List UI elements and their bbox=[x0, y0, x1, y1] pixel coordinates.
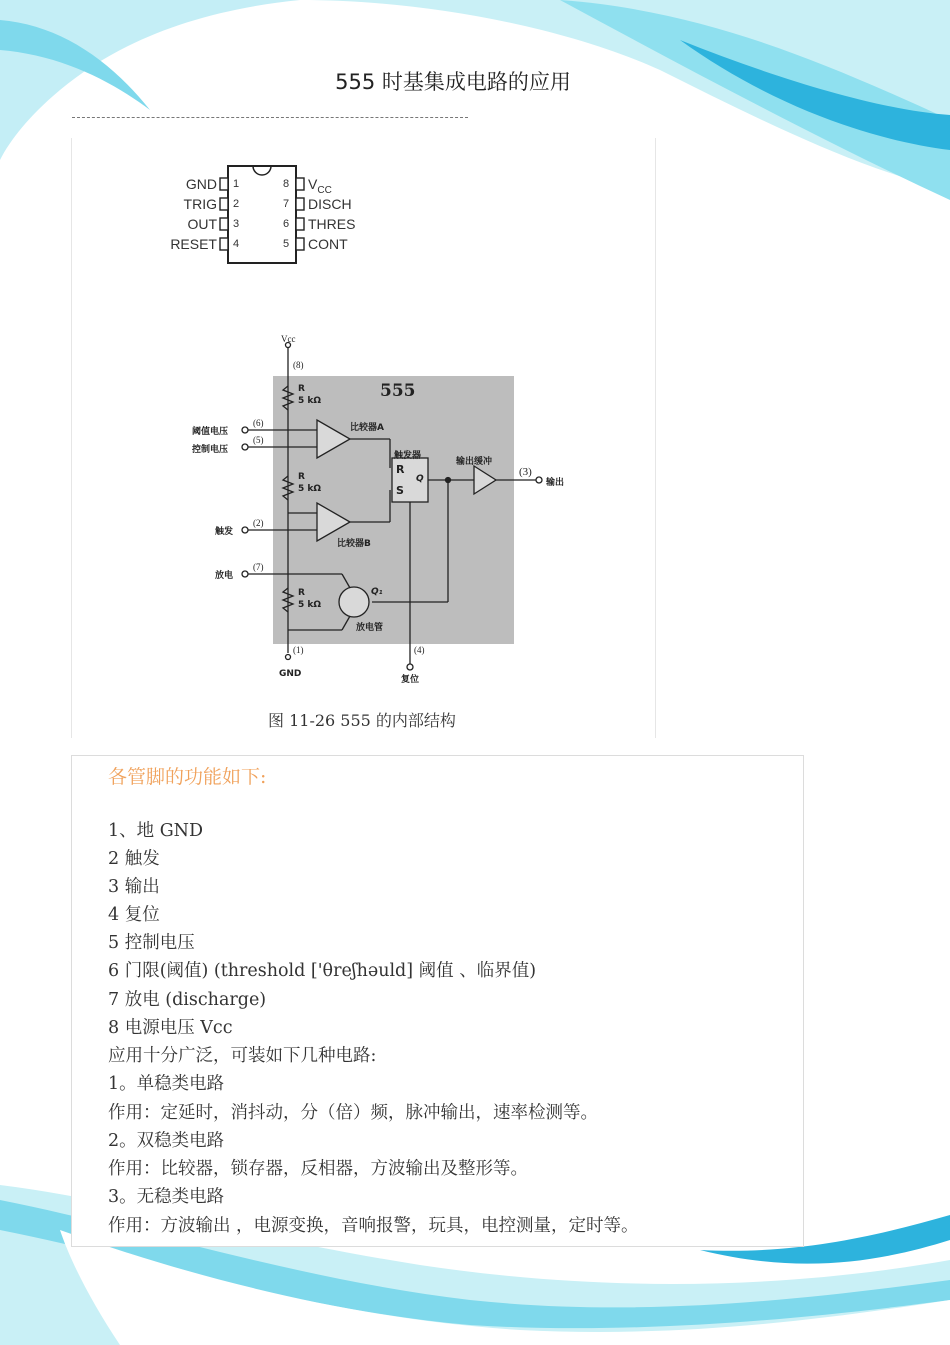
pin7-marker: (7) bbox=[253, 562, 264, 572]
resistor1-r: R bbox=[298, 384, 305, 394]
flipflop-label: 触发器 bbox=[394, 451, 422, 461]
text-line: 8 电源电压 Vcc bbox=[108, 1018, 233, 1038]
text-line: 作用：比较器，锁存器，反相器，方波输出及整形等。 bbox=[108, 1159, 528, 1179]
text-line: 7 放电 (discharge) bbox=[108, 990, 267, 1010]
comparator-b-label: 比较器B bbox=[337, 539, 371, 549]
text-line: 5 控制电压 bbox=[108, 933, 195, 953]
text-line: 作用：定延时，消抖动，分（倍）频，脉冲输出，速率检测等。 bbox=[108, 1103, 598, 1123]
pin5-number: 5 bbox=[283, 238, 290, 250]
discharge-tube-label: 放电管 bbox=[356, 623, 384, 633]
text-line: 1、地 GND bbox=[108, 821, 204, 841]
transistor-label: Q₁ bbox=[371, 587, 383, 597]
figure-555-structure bbox=[71, 138, 656, 738]
resistor2-value: 5 kΩ bbox=[298, 484, 322, 494]
pin1-name: GND bbox=[185, 176, 217, 192]
vcc-label: Vcc bbox=[281, 334, 296, 344]
resistor3-value: 5 kΩ bbox=[298, 600, 322, 610]
pin8-name-sub: CC bbox=[317, 184, 332, 196]
resistor2-r: R bbox=[298, 472, 305, 482]
text-line: 2 触发 bbox=[108, 849, 160, 869]
pin8-name-main: V bbox=[308, 176, 318, 192]
text-line: 3 输出 bbox=[108, 877, 160, 897]
pin6-number: 6 bbox=[283, 218, 290, 230]
discharge-label: 放电 bbox=[215, 571, 234, 581]
flipflop-r: R bbox=[396, 463, 405, 476]
control-voltage-label: 控制电压 bbox=[192, 445, 229, 455]
text-line: 3。无稳类电路 bbox=[108, 1187, 225, 1207]
pin4-marker: (4) bbox=[414, 645, 425, 655]
text-line: 作用：方波输出 ，电源变换，音响报警，玩具，电控测量，定时等。 bbox=[108, 1216, 639, 1236]
trigger-label: 触发 bbox=[215, 527, 234, 537]
pin6-name: THRES bbox=[308, 216, 356, 232]
reset-label: 复位 bbox=[401, 675, 420, 685]
text-line: 2。双稳类电路 bbox=[108, 1131, 225, 1151]
pin2-number: 2 bbox=[233, 198, 240, 210]
pin4-name: RESET bbox=[170, 236, 217, 252]
flipflop-s: S bbox=[396, 484, 404, 497]
output-buffer-label: 输出缓冲 bbox=[456, 457, 493, 467]
pin3-name: OUT bbox=[187, 216, 217, 232]
pin-function-box bbox=[71, 755, 804, 1247]
pin8-number: 8 bbox=[283, 178, 290, 190]
pin1-marker: (1) bbox=[293, 645, 304, 655]
pin7-number: 7 bbox=[283, 198, 290, 210]
threshold-voltage-label: 阈值电压 bbox=[192, 427, 229, 437]
section-heading: 各管脚的功能如下: bbox=[108, 766, 267, 788]
text-line: 4 复位 bbox=[108, 905, 160, 925]
gnd-label: GND bbox=[279, 669, 302, 679]
pin8-name bbox=[308, 176, 388, 196]
resistor1-value: 5 kΩ bbox=[298, 396, 322, 406]
pin5-marker: (5) bbox=[253, 435, 264, 445]
pin7-name: DISCH bbox=[308, 196, 352, 212]
pin2-marker: (2) bbox=[253, 518, 264, 528]
pin6-marker: (6) bbox=[253, 418, 264, 428]
flipflop-q: Q bbox=[416, 474, 424, 484]
pin8-marker: (8) bbox=[293, 360, 304, 370]
pin3-marker: (3) bbox=[519, 466, 532, 478]
page-title: 555 时基集成电路的应用 bbox=[335, 70, 571, 94]
resistor3-r: R bbox=[298, 588, 305, 598]
chip-label: 555 bbox=[380, 381, 416, 401]
pin1-number: 1 bbox=[233, 178, 240, 190]
text-line: 6 门限(阈值) (threshold ['θreʃhəuld] 阈值 、临界值) bbox=[108, 961, 537, 981]
text-line: 应用十分广泛，可装如下几种电路: bbox=[108, 1046, 377, 1066]
text-line: 1。单稳类电路 bbox=[108, 1074, 225, 1094]
title-divider bbox=[72, 117, 468, 118]
comparator-a-label: 比较器A bbox=[350, 423, 384, 433]
pin4-number: 4 bbox=[233, 238, 240, 250]
figure-caption: 图 11-26 555 的内部结构 bbox=[268, 711, 456, 730]
output-label: 输出 bbox=[546, 478, 565, 488]
pin3-number: 3 bbox=[233, 218, 240, 230]
pin2-name: TRIG bbox=[183, 196, 217, 212]
pin5-name: CONT bbox=[308, 236, 348, 252]
